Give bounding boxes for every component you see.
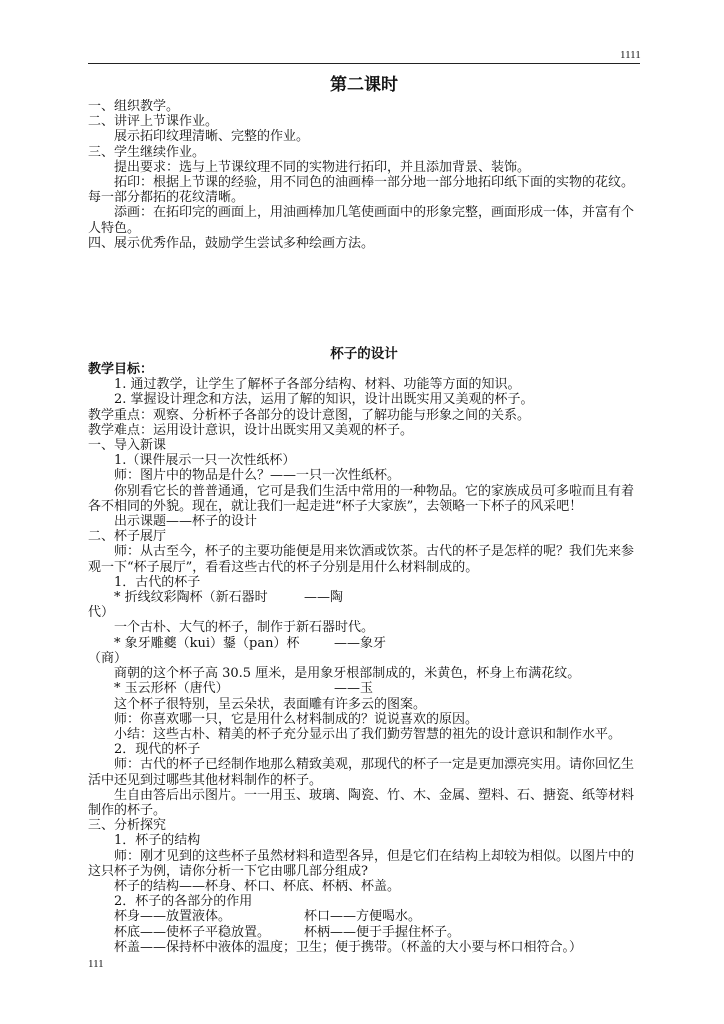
lesson-step: 二、讲评上节课作业。 xyxy=(88,114,219,130)
lesson-step-detail: 展示拓印纹理清晰、完整的作业。 xyxy=(114,129,310,145)
paragraph: 师：图片中的物品是什么？——一只一次性纸杯。 xyxy=(114,468,401,484)
paragraph: 师：古代的杯子已经制作地那么精致美观，那现代的杯子一定是更加漂亮实用。请你回忆生活中还见到过哪些其他材料制作的杯子。 xyxy=(88,757,635,788)
lesson-step: 一、组织教学。 xyxy=(88,99,180,114)
paragraph: 你别看它长的普普通通，它可是我们生活中常用的一种物品。它的家族成员可多啦而且有着各不相同的外貌。现在，就让我们一起走进“杯子大家族”，去领略一下杯子的风采吧！ xyxy=(88,483,635,514)
section-heading: 三、分析探究 xyxy=(88,818,167,834)
goal-item: 2. 掌握设计理念和方法，运用了解的知识，设计出既实用又美观的杯子。 xyxy=(114,392,534,408)
paragraph: 生自由答后出示图片。一一用玉、玻璃、陶瓷、竹、木、金属、塑料、石、搪瓷、纸等材料制作的杯子。 xyxy=(88,787,635,818)
exhibit-item xyxy=(88,681,640,696)
exhibit-material: ——象牙 xyxy=(334,635,387,651)
exhibit-desc: 一个古朴、大气的杯子，制作于新石器时代。 xyxy=(114,620,375,636)
lesson-step: 四、展示优秀作品，鼓励学生尝试多种绘画方法。 xyxy=(88,235,375,251)
lesson-step-detail: 拓印：根据上节课的经验，用不同色的油画棒一部分地一部分地拓印纸下面的实物的花纹。每一部分都拓的花纹清晰。 xyxy=(88,175,635,206)
difficulty: 教学难点：运用设计意识，设计出既实用又美观的杯子。 xyxy=(88,422,414,438)
function-item: 杯口——方便喝水。 xyxy=(304,909,422,925)
exhibit-name: * 象牙雕夔（kui）鋬（pan）杯（商） xyxy=(88,635,300,666)
function-item: 杯身——放置液体。 xyxy=(114,909,232,925)
exhibit-material: ——陶 xyxy=(304,590,344,606)
footer-page-number: 111 xyxy=(88,958,104,970)
goal-heading: 教学目标： xyxy=(88,362,154,378)
header-page-code: 1111 xyxy=(620,49,641,61)
function-row xyxy=(88,925,640,940)
exhibit-item xyxy=(88,590,640,620)
exhibit-name: * 折线纹彩陶杯（新石器时代） xyxy=(88,590,268,621)
key-point: 教学重点：观察、分析杯子各部分的设计意图，了解功能与形象之间的关系。 xyxy=(88,407,531,423)
section-heading: 二、杯子展厅 xyxy=(88,529,167,545)
exhibit-desc: 这个杯子很特别，呈云朵状，表面雕有许多云的图案。 xyxy=(114,696,427,712)
exhibit-material: ——玉 xyxy=(334,681,374,697)
exhibit-name: * 玉云形杯（唐代） xyxy=(114,681,229,697)
paragraph: 师：从古至今，杯子的主要功能便是用来饮酒或饮茶。古代的杯子是怎样的呢？我们先来参观一下“杯子展厅”，看看这些古代的杯子分别是用什么材料制成的。 xyxy=(88,544,635,575)
exhibit-desc: 商朝的这个杯子高 30.5 厘米，是用象牙根部制成的，米黄色，杯身上布满花纹。 xyxy=(114,666,581,682)
document-body xyxy=(88,73,640,955)
paragraph: 出示课题——杯子的设计 xyxy=(114,514,258,530)
paragraph: 师：刚才见到的这些杯子虽然材料和造型各异，但是它们在结构上却较为相似。以图片中的这只杯子为例，请你分析一下它由哪几部分组成? xyxy=(88,848,635,879)
paragraph: 1.（课件展示一只一次性纸杯） xyxy=(114,453,296,469)
exhibit-item xyxy=(88,636,640,666)
section-heading: 一、导入新课 xyxy=(88,438,167,454)
paragraph: 杯盖——保持杯中液体的温度；卫生；便于携带。（杯盖的大小要与杯口相符合。） xyxy=(114,939,583,955)
lesson-step-detail: 提出要求：选与上节课纹理不同的实物进行拓印，并且添加背景、装饰。 xyxy=(114,159,531,175)
paragraph: 杯子的结构——杯身、杯口、杯底、杯柄、杯盖。 xyxy=(114,878,401,894)
goal-item: 1. 通过教学，让学生了解杯子各部分结构、材料、功能等方面的知识。 xyxy=(114,377,521,393)
function-row xyxy=(88,909,640,924)
paragraph: 师：你喜欢哪一只，它是用什么材料制成的？说说喜欢的原因。 xyxy=(114,711,479,727)
lesson-title: 第二课时 xyxy=(330,75,398,95)
section-title: 杯子的设计 xyxy=(330,346,398,363)
paragraph: 小结：这些古朴、精美的杯子充分显示出了我们勤劳智慧的祖先的设计意识和制作水平。 xyxy=(114,726,622,742)
subheading: 2．现代的杯子 xyxy=(114,742,201,758)
function-item: 杯底——使杯子平稳放置。 xyxy=(114,924,271,940)
subheading: 1．杯子的结构 xyxy=(114,833,201,849)
lesson-step: 三、学生继续作业。 xyxy=(88,144,206,160)
function-item: 杯柄——便于手握住杯子。 xyxy=(304,924,461,940)
spacer xyxy=(88,251,640,346)
subheading: 2．杯子的各部分的作用 xyxy=(114,894,253,910)
lesson-step-detail: 添画：在拓印完的画面上，用油画棒加几笔使画面中的形象完整，画面形成一体，并富有个人特色。 xyxy=(88,205,635,236)
subheading: 1．古代的杯子 xyxy=(114,574,201,590)
header-rule xyxy=(88,63,640,64)
